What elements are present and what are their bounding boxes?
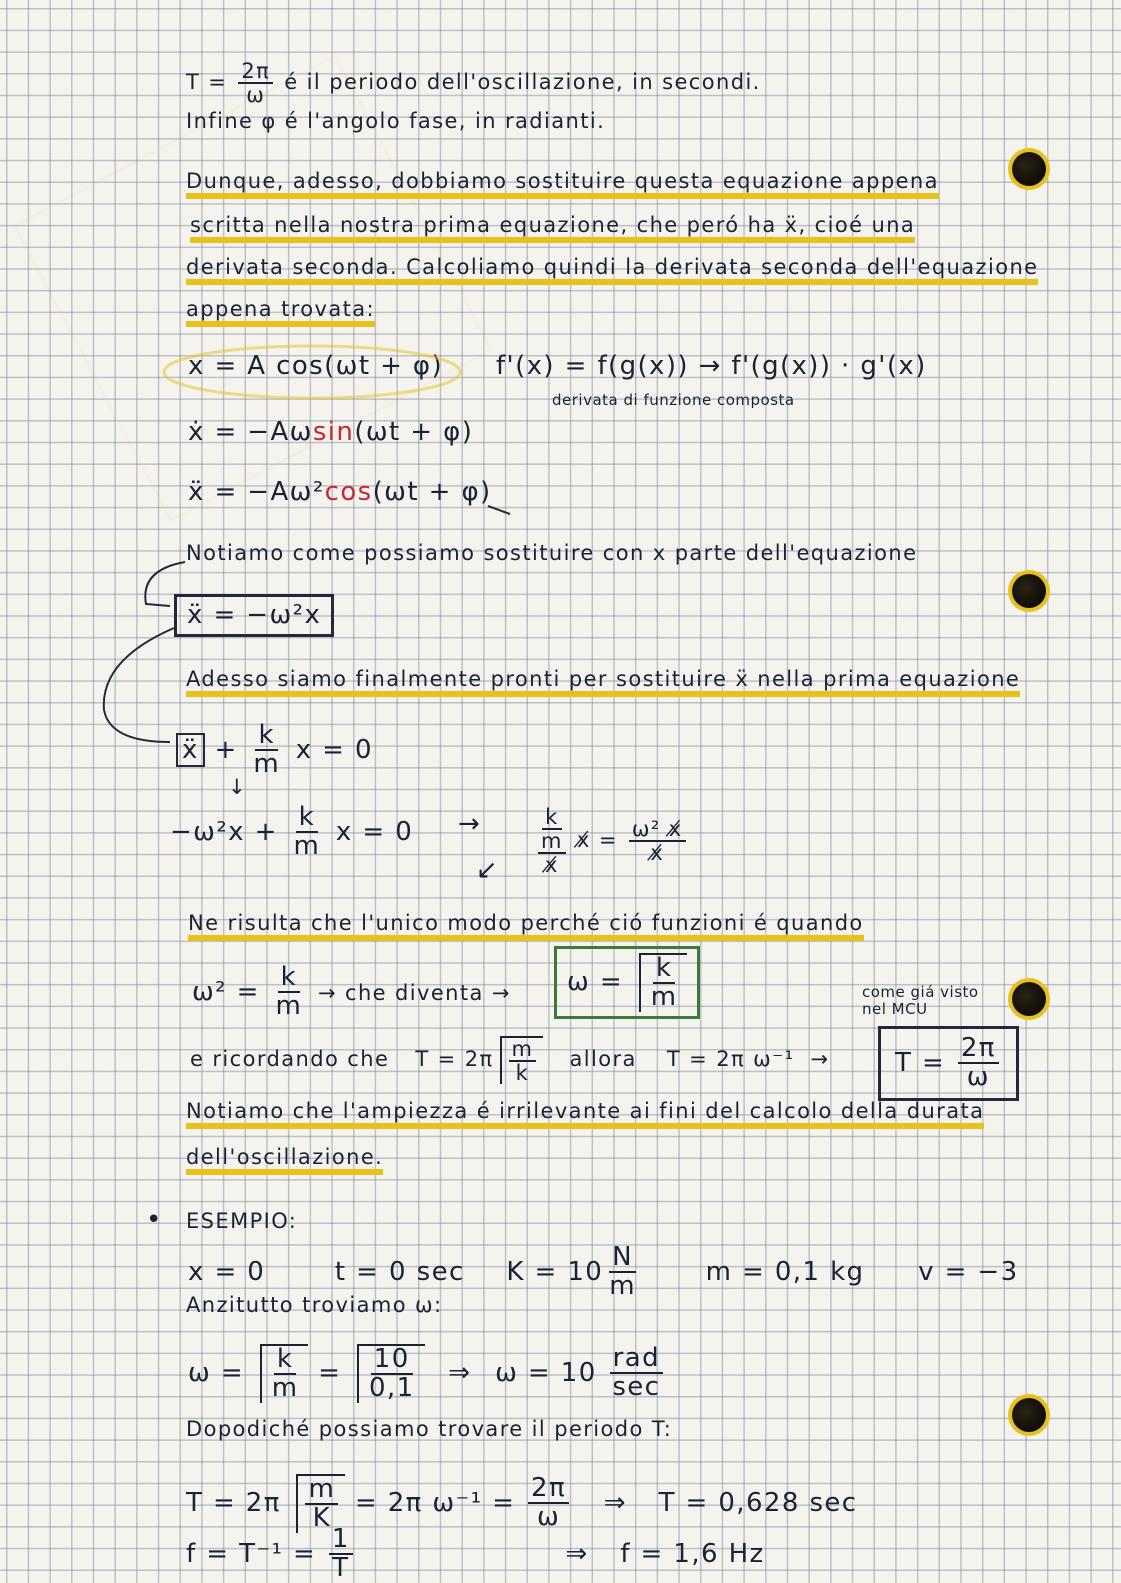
velocity-lhs: ẋ = −Aω bbox=[188, 417, 313, 447]
bullet: • bbox=[146, 1205, 163, 1235]
fraction-numerator: N bbox=[609, 1244, 636, 1273]
fraction-denominator: x̸ bbox=[545, 853, 559, 878]
fraction-denominator: 0,1 bbox=[368, 1373, 415, 1404]
period-lhs: T = bbox=[895, 1047, 946, 1078]
highlighted-text: scritta nella nostra prima equazione, che peró ha ẍ, cioé una bbox=[190, 213, 915, 243]
given-k: K = 10 bbox=[506, 1256, 604, 1287]
sin-function: sin bbox=[312, 417, 355, 447]
arrow-diagonal: ↙ bbox=[476, 855, 500, 885]
example-heading: ESEMPIO: bbox=[186, 1209, 298, 1233]
substitution-note: Notiamo come possiamo sostituire con x parte dell'equazione bbox=[186, 541, 918, 565]
fraction-numerator: k bbox=[274, 1346, 296, 1375]
period-lhs: T = 2π bbox=[186, 1487, 281, 1518]
period-result: T = 0,628 sec bbox=[658, 1487, 858, 1518]
equals-sign: = bbox=[318, 1357, 342, 1388]
down-arrow: ↓ bbox=[228, 775, 247, 799]
fraction-denominator: m bbox=[609, 1271, 636, 1302]
fraction-numerator: ω² x̸ bbox=[629, 818, 686, 842]
fraction-numerator: m bbox=[509, 1038, 537, 1062]
fraction-denominator: ω bbox=[246, 83, 266, 108]
fraction-numerator: k bbox=[278, 964, 300, 993]
velocity-argument: (ωt + φ) bbox=[354, 417, 474, 447]
boxed-acceleration-text: ẍ = −ω²x bbox=[187, 600, 322, 630]
fraction-middle: m bbox=[538, 830, 566, 854]
period-omega-form: T = 2π ω⁻¹ bbox=[666, 1047, 795, 1072]
fraction-denominator: K bbox=[312, 1503, 332, 1534]
equals-sign: = bbox=[598, 828, 618, 853]
fraction-numerator: 1 bbox=[329, 1526, 353, 1555]
fraction-denominator: T bbox=[332, 1553, 350, 1583]
fraction-numerator: k bbox=[653, 955, 675, 984]
period-formula: T = 2π bbox=[415, 1047, 494, 1072]
mcu-note: come giá visto nel MCU bbox=[862, 983, 979, 1018]
highlighted-text: Adesso siamo finalmente pronti per sostituire ẍ nella prima equazione bbox=[186, 667, 1020, 697]
fraction-numerator: m bbox=[305, 1476, 338, 1505]
given-v: v = −3 bbox=[918, 1256, 1019, 1287]
arrow-right: → bbox=[810, 1047, 830, 1072]
implies-arrow: ⇒ bbox=[448, 1357, 472, 1388]
omega-result: ω = 10 bbox=[495, 1357, 597, 1388]
boxed-acceleration-symbol: ẍ bbox=[176, 733, 205, 767]
plus-sign: + bbox=[214, 734, 238, 765]
highlighted-text: Ne risulta che l'unico modo perché ció funzioni é quando bbox=[188, 911, 864, 941]
highlighted-text: appena trovata: bbox=[186, 297, 375, 327]
cancelled-x: x̸ bbox=[576, 828, 591, 853]
fraction-numerator: k bbox=[296, 804, 318, 833]
chain-rule-label: derivata di funzione composta bbox=[552, 391, 795, 409]
highlighted-text: derivata seconda. Calcoliamo quindi la derivata seconda dell'equazione bbox=[186, 255, 1038, 285]
acceleration-argument: (ωt + φ) bbox=[372, 477, 492, 507]
position-equation-text: x = A cos(ωt + φ) bbox=[188, 351, 444, 381]
fraction-denominator: k bbox=[515, 1061, 530, 1086]
highlighted-text: dell'oscillazione. bbox=[186, 1145, 383, 1175]
equation-rest: x = 0 bbox=[335, 816, 414, 847]
implies-arrow: ⇒ bbox=[603, 1487, 627, 1518]
fraction-denominator: m bbox=[253, 749, 281, 780]
period-symbol: T = bbox=[186, 70, 228, 95]
omega-lhs: ω = bbox=[188, 1357, 245, 1388]
find-period: Dopodiché possiamo trovare il periodo T: bbox=[186, 1417, 673, 1441]
fraction-denominator: m bbox=[275, 991, 303, 1022]
fraction-denominator: ω bbox=[536, 1502, 561, 1533]
acceleration-lhs: ẍ = −Aω² bbox=[188, 477, 325, 507]
omega-squared-lhs: ω² = bbox=[192, 976, 260, 1007]
period-middle: = 2π ω⁻¹ = bbox=[354, 1487, 516, 1518]
fraction-denominator: x̸ bbox=[650, 841, 665, 866]
given-x: x = 0 bbox=[188, 1256, 266, 1287]
arrow-right: → bbox=[458, 809, 482, 839]
cos-function: cos bbox=[324, 477, 373, 507]
fraction-numerator: 2π bbox=[528, 1475, 569, 1504]
fraction-numerator: 2π bbox=[238, 60, 273, 84]
chain-rule: f'(x) = f(g(x)) → f'(g(x)) · g'(x) bbox=[496, 351, 927, 381]
frequency-result: f = 1,6 Hz bbox=[620, 1538, 765, 1569]
fraction-denominator: m bbox=[293, 831, 321, 862]
phase-definition: Infine φ é l'angolo fase, in radianti. bbox=[186, 109, 606, 133]
substituted-lhs: −ω²x + bbox=[170, 816, 278, 847]
equation-rest: x = 0 bbox=[295, 734, 373, 765]
fraction-denominator: ω bbox=[966, 1062, 990, 1093]
fraction-numerator: 2π bbox=[958, 1035, 999, 1064]
implies-arrow: ⇒ bbox=[565, 1538, 589, 1569]
fraction-numerator: rad bbox=[610, 1345, 663, 1374]
fraction-denominator: sec bbox=[612, 1372, 661, 1403]
fraction-denominator: m bbox=[650, 982, 678, 1013]
recall-text: e ricordando che bbox=[190, 1047, 390, 1072]
given-t: t = 0 sec bbox=[334, 1256, 465, 1287]
therefore-text: allora bbox=[569, 1047, 637, 1072]
becomes-text: → che diventa → bbox=[317, 980, 511, 1005]
fraction-numerator: 10 bbox=[371, 1346, 413, 1375]
omega-lhs: ω = bbox=[567, 966, 624, 997]
highlighted-text: Notiamo che l'ampiezza é irrilevante ai fini del calcolo della durata bbox=[186, 1099, 984, 1129]
find-omega: Anzitutto troviamo ω: bbox=[186, 1293, 443, 1317]
fraction-denominator: m bbox=[271, 1373, 299, 1404]
given-m: m = 0,1 kg bbox=[705, 1256, 865, 1287]
period-text: é il periodo dell'oscillazione, in secondi. bbox=[284, 70, 761, 95]
fraction-numerator: k bbox=[542, 806, 562, 830]
fraction-numerator: k bbox=[255, 722, 277, 751]
frequency-lhs: f = T⁻¹ = bbox=[186, 1538, 317, 1569]
highlighted-text: Dunque, adesso, dobbiamo sostituire questa equazione appena bbox=[186, 169, 939, 199]
